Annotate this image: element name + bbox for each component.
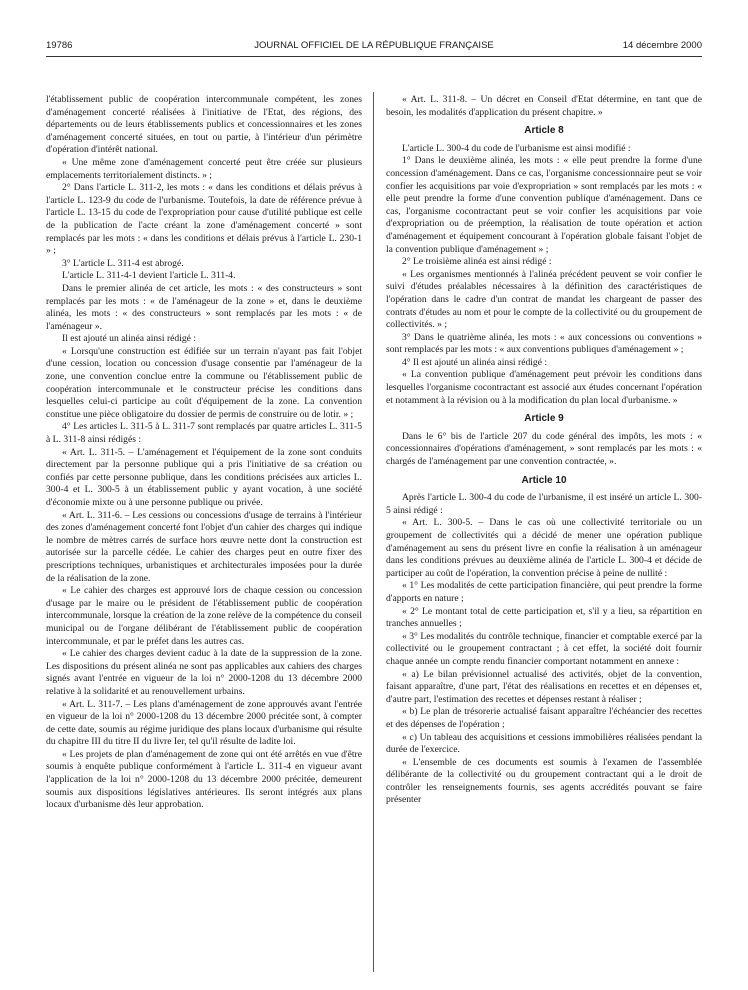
paragraph: 2° Dans l'article L. 311-2, les mots : « dans les conditions et délais prévus à l'article L. 123-9 du code de l'urbanisme. Toutefois, la date de référence prévue à l'article L. 13-15 du code de l'expropriation pour cause d'utilité publique est celle de la publication de l'acte créant la zone d'aménagement concerté » sont remplacés par les mots : « dans les conditions et délais prévus à l'article L. 230-1 » ;: [46, 182, 362, 257]
right-column: [386, 94, 702, 807]
paragraph: L'article L. 300-4 du code de l'urbanisme est ainsi modifié :: [402, 142, 631, 154]
paragraph: « Art. L. 300-5. – Dans le cas où une collectivité territoriale ou un groupement de collectivités qui a décidé de mener une opération publique d'aménagement au sens du présent livre en confie la réalisation à un aménageur dans les conditions prévues au deuxième alinéa de l'article L. 300-4 et décide de participer au coût de l'opération, la convention précise à peine de nullité :: [386, 517, 702, 579]
column-divider: [373, 92, 374, 972]
paragraph: « Les organismes mentionnés à l'alinéa précédent peuvent se voir confier le suivi d'études préalables nécessaires à la définition des caractéristiques de l'opération dans le cadre d'un contrat de mandat les chargeant de passer des contrats d'études au nom et pour le compte de la collectivité ou du groupement de collectivités. » ;: [386, 268, 702, 331]
publication-date: 14 décembre 2000: [622, 40, 702, 51]
paragraph: 3° Dans le quatrième alinéa, les mots : « aux concessions ou conventions » sont remplacés par les mots : « aux conventions publiques d'aménagement » ;: [386, 331, 702, 356]
paragraph: « Une même zone d'aménagement concerté peut être créée sur plusieurs emplacements territorialement distincts. » ;: [46, 156, 362, 181]
paragraph: Après l'article L. 300-4 du code de l'urbanisme, il est inséré un article L. 300-5 ainsi rédigé :: [386, 492, 702, 516]
paragraph: « La convention publique d'aménagement peut prévoir les conditions dans lesquelles l'organisme cocontractant est associé aux études concernant l'opération et notamment à la révision ou à la modification du plan local d'urbanisme. »: [386, 369, 702, 406]
paragraph: Dans le premier alinéa de cet article, les mots : « des constructeurs » sont remplacés par les mots : « de l'aménageur de la zone » et, dans le deuxième alinéa, les mots : « des constructeurs » sont remplacés par les mots : « de l'aménageur ».: [46, 282, 362, 332]
article-9-heading: Article 9: [524, 413, 564, 425]
paragraph: « 2° Le montant total de cette participation et, s'il y a lieu, sa répartition en tranches annuelles ;: [386, 605, 702, 630]
article-8-heading: Article 8: [524, 125, 564, 137]
paragraph: « 3° Les modalités du contrôle technique, financier et comptable exercé par la collectivité ou le groupement contractant ; à cet effet, la société doit fournir chaque année un compte rendu financier comportant notamment en annexe :: [386, 630, 702, 667]
paragraph: « 1° Les modalités de cette participation financière, qui peut prendre la forme d'apports en nature ;: [386, 580, 702, 604]
page-header: [46, 40, 702, 54]
paragraph: « Les projets de plan d'aménagement de zone qui ont été arrêtés en vue d'être soumis à enquête publique conformément à l'article L. 311-4 en vigueur avant l'application de la loi n° 2000-1208 du 13 décembre 2000 précitée, demeurent soumis aux dispositions législatives antérieures. Ils seront intégrés aux plans locaux d'urbanisme dès leur approbation.: [46, 748, 362, 811]
paragraph: « a) Le bilan prévisionnel actualisé des activités, objet de la convention, faisant apparaître, d'une part, l'état des réalisations en recettes et en dépenses et, d'autre part, l'estimation des recettes et dépenses restant à réaliser ;: [386, 668, 702, 705]
paragraph: « Art. L. 311-6. – Les cessions ou concessions d'usage de terrains à l'intérieur des zones d'aménagement concerté font l'objet d'un cahier des charges qui indique le nombre de mètres carrés de surface hors œuvre nette dont la construction est autorisée sur la parcelle cédée. Le cahier des charges peut en outre fixer des prescriptions techniques, urbanistiques et architecturales imposées pour la durée de la réalisation de la zone.: [46, 509, 362, 584]
paragraph: 1° Dans le deuxième alinéa, les mots : « elle peut prendre la forme d'une concession d'aménagement. Dans ce cas, l'organisme concessionnaire peut se voir confier les acquisitions par voie d'expropriation » sont remplacés par les mots : « elle peut prendre la forme d'une convention publique d'aménagement. Dans ce cas, l'organisme cocontractant peut se voir confier les acquisitions par voie d'expropriation ou de préemption, la réalisation de toute opération et action d'aménagement et équipement concourant à l'opération globale faisant l'objet de la convention publique d'aménagement » ;: [386, 155, 702, 255]
paragraph: « Art. L. 311-5. – L'aménagement et l'équipement de la zone sont conduits directement par la personne publique qui a pris l'initiative de sa création ou confiés par cette personne publique, dans les conditions précisées aux articles L. 300-4 et L. 300-5 à un établissement public y ayant vocation, à une société d'économie mixte ou à une personne publique ou privée.: [46, 446, 362, 508]
paragraph: « c) Un tableau des acquisitions et cessions immobilières réalisées pendant la durée de l'exercice.: [386, 731, 702, 756]
paragraph: Dans le 6° bis de l'article 207 du code général des impôts, les mots : « concessionnaires d'opérations d'aménagement, » sont remplacés par les mots : « chargés de l'aménagement par une convention contractée, ».: [386, 430, 702, 468]
paragraph: 4° Il est ajouté un alinéa ainsi rédigé :: [402, 356, 548, 368]
header-rule: [46, 56, 702, 57]
paragraph: L'article L. 311-4-1 devient l'article L. 311-4.: [62, 270, 236, 282]
left-column: [46, 94, 362, 812]
paragraph: Il est ajouté un alinéa ainsi rédigé :: [62, 333, 196, 345]
page-number: 19786: [46, 40, 73, 51]
article-10-heading: Article 10: [521, 474, 567, 486]
paragraph: « Le cahier des charges devient caduc à la date de la suppression de la zone. Les dispositions du présent alinéa ne sont pas applicables aux cahiers des charges signés avant l'entrée en vigueur de la loi n° 2000-1208 du 13 décembre 2000 relative à la solidarité et au renouvellement urbains.: [46, 648, 362, 697]
paragraph: 4° Les articles L. 311-5 à L. 311-7 sont remplacés par quatre articles L. 311-5 à L. 311-8 ainsi rédigés :: [46, 421, 362, 446]
paragraph: « Art. L. 311-8. – Un décret en Conseil d'Etat détermine, en tant que de besoin, les modalités d'application du présent chapitre. »: [386, 94, 702, 118]
paragraph: « Lorsqu'une construction est édifiée sur un terrain n'ayant pas fait l'objet d'une cession, location ou concession d'usage consentie par l'aménageur de la zone, une convention conclue entre la commune ou l'établissement public de coopération intercommunale et le constructeur précise les conditions dans lesquelles celui-ci participe au coût d'équipement de la zone. La convention constitue une pièce obligatoire du dossier de permis de construire ou de lotir. » ;: [46, 345, 362, 420]
paragraph: « Le cahier des charges est approuvé lors de chaque cession ou concession d'usage par le maire ou le président de l'établissement public de coopération intercommunale, lorsque la création de la zone relève de la compétence du conseil municipal ou de l'organe délibérant de l'établissement public de coopération intercommunale, et par le préfet dans les autres cas.: [46, 585, 362, 647]
journal-title: JOURNAL OFFICIEL DE LA RÉPUBLIQUE FRANÇAISE: [254, 40, 494, 51]
paragraph: « Art. L. 311-7. – Les plans d'aménagement de zone approuvés avant l'entrée en vigueur de la loi n° 2000-1208 du 13 décembre 2000 précitée sont, à compter de cette date, soumis au régime juridique des plans locaux d'urbanisme qui résulte du chapitre III du titre II du livre Ier, tel qu'il résulte de ladite loi.: [46, 698, 362, 748]
paragraph: 2° Le troisième alinéa est ainsi rédigé :: [402, 256, 552, 268]
paragraph: « b) Le plan de trésorerie actualisé faisant apparaître l'échéancier des recettes et des dépenses de l'opération ;: [386, 706, 702, 730]
paragraph: « L'ensemble de ces documents est soumis à l'examen de l'assemblée délibérante de la collectivité ou du groupement contractant qui a le droit de contrôler les renseignements fournis, ses agents accrédités pouvant se faire présenter: [386, 756, 702, 806]
paragraph: l'établissement public de coopération intercommunale compétent, les zones d'aménagement concerté réalisées à l'initiative de l'Etat, des régions, des départements ou de leurs établissements publics et concessionnaires et les zones d'aménagement concerté situées, en tout ou partie, à l'intérieur d'un périmètre d'opération d'intérêt national.: [46, 94, 362, 156]
paragraph: 3° L'article L. 311-4 est abrogé.: [62, 257, 184, 269]
